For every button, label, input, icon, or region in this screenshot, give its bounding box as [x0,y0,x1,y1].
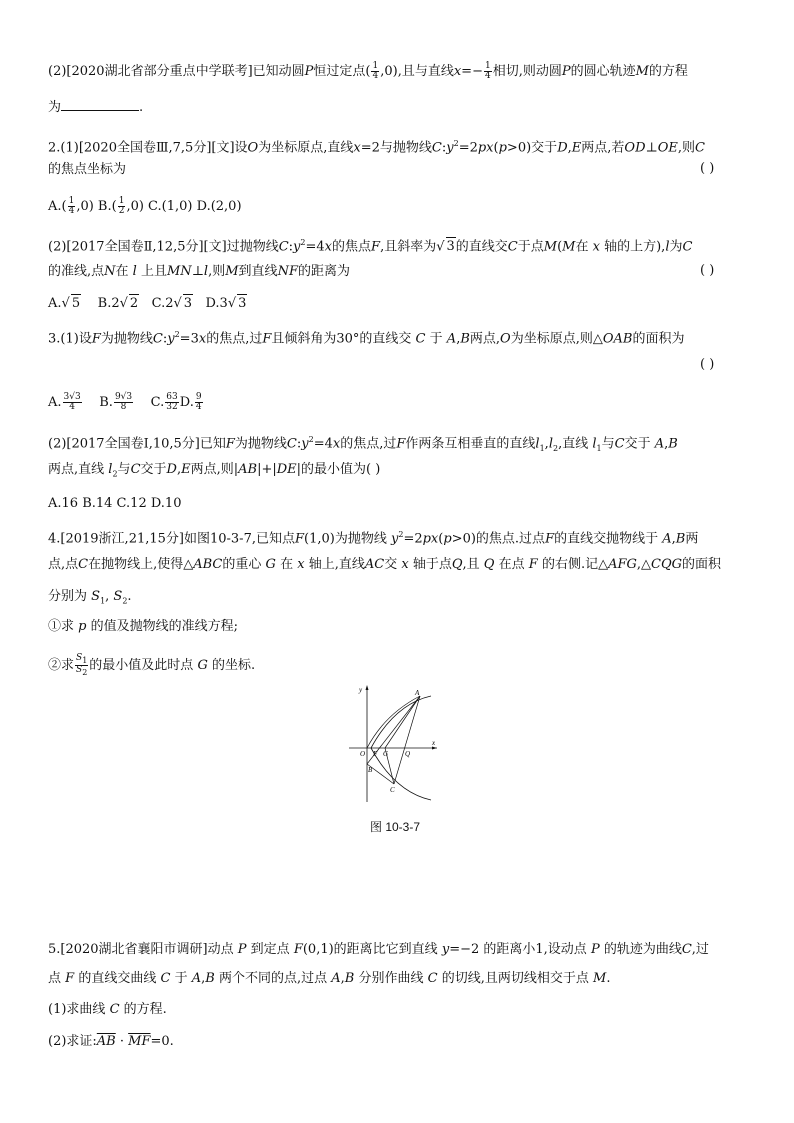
q2b-bracket: ( ) [700,263,715,278]
label-x: x [432,739,436,747]
q3b-options: A.16 B.14 C.12 D.10 [48,496,182,511]
label-A: A [415,689,420,697]
figure-caption: 图 10-3-7 [370,820,421,834]
q4-line3: 分别为 $S_1$, $S_2$. [48,589,132,606]
label-Q: Q [405,750,411,758]
q5-sub2: (2)求证$:\overline{AB} \cdot \overline{MF}=0$. [48,1034,174,1049]
q4-line2: 点,点C在抛物线上,使得△ABC的重心 G 在 x 轴上,直线AC交 x 轴于点Q,且 Q 在点 F 的右侧.记△AFG,△CQG的面积 [48,557,722,572]
label-F: F [373,750,378,758]
label-y: y [359,686,363,694]
q2a-line2: 的焦点坐标为 [48,162,127,177]
parabola-figure [345,684,437,802]
q2b-options: A.√ 5 B.2√ 2 C.2√ 3 D.3√ 3 [48,296,247,311]
label-O: O [360,750,366,758]
label-G: G [383,750,389,758]
q1b-line1: (2)[2020湖北省部分重点中学联考]已知动圆P恒过定点( $\frac{1}{4}$ ,0),且与直线x=− $\frac{1}{4}$ 相切,则动圆P的圆心轨迹M的方程 [48,61,688,81]
q2b-line1: (2)[2017全国卷Ⅱ,12,5分][文]过抛物线$C:y^2=4x$的焦点F,且斜率为√ 3的直线交C于点M(M在 x 轴的上方),l为C [48,238,693,255]
q2a-line1: 2.(1)[2020全国卷Ⅲ,7,5分][文]设O为坐标原点,直线x=2与抛物线$C:y^2=2px(p>0)$交于D,E两点,若OD⊥OE,则C [48,139,705,156]
label-C: C [390,786,395,794]
line-AC [394,696,420,784]
q4-sub2: ②求 $\frac{S_1}{S_2}$ 的最小值及此时点 G 的坐标. [48,653,256,677]
label-B: B [368,766,373,774]
answer-blank[interactable] [61,98,139,111]
q3b-line1: (2)[2017全国卷Ⅰ,10,5分]已知F为抛物线$C:y^2=4x$的焦点,过F作两条互相垂直的直线$l_1,l_2$,直线 $l_1$与C交于 A,B [48,435,678,453]
q2b-line2: 的准线,点N在 l 上且MN⊥l,则M到直线NF的距离为 [48,264,350,279]
q2a-options: A.( $\frac{1}{4}$ ,0) B.( $\frac{1}{2}$ ,0) C.(1,0) D.(2,0) [48,196,242,216]
q5-sub1: (1)求曲线 C 的方程. [48,1002,167,1017]
q3a-line1: 3.(1)设F为抛物线$C:y^2=3x$的焦点,过F且倾斜角为30°的直线交 C 于 A,B两点,O为坐标原点,则△OAB的面积为 [48,330,685,347]
q3a-options: A. $\frac{3√3}{4}$ B. $\frac{9√3}{8}$ C. $\frac{63}{32}$ D. $\frac{9}{4}$ [48,392,202,412]
line-AG [385,696,420,748]
q3a-bracket: ( ) [700,357,715,372]
q5-line1: 5.[2020湖北省襄阳市调研]动点 P 到定点 F(0,1)的距离比它到直线 y=−2 的距离小1,设动点 P 的轨迹为曲线C,过 [48,942,709,957]
q2a-bracket: ( ) [700,161,715,176]
q1b-line2: 为 . [48,100,144,115]
q4-line1: 4.[2019浙江,21,15分]如图10-3-7,已知点F(1,0)为抛物线 $y^2=2px(p>0)$的焦点.过点F的直线交抛物线于 A,B两 [48,530,699,547]
q5-line2: 点 F 的直线交曲线 C 于 A,B 两个不同的点,过点 A,B 分别作曲线 C 的切线,且两切线相交于点 M. [48,971,611,986]
q3b-line2: 两点,直线 $l_2$与C交于D,E两点,则|AB|+|DE|的最小值为( ) [48,462,381,479]
y-axis-arrow [366,685,369,690]
q4-sub1: ①求 p 的值及抛物线的准线方程; [48,619,239,634]
